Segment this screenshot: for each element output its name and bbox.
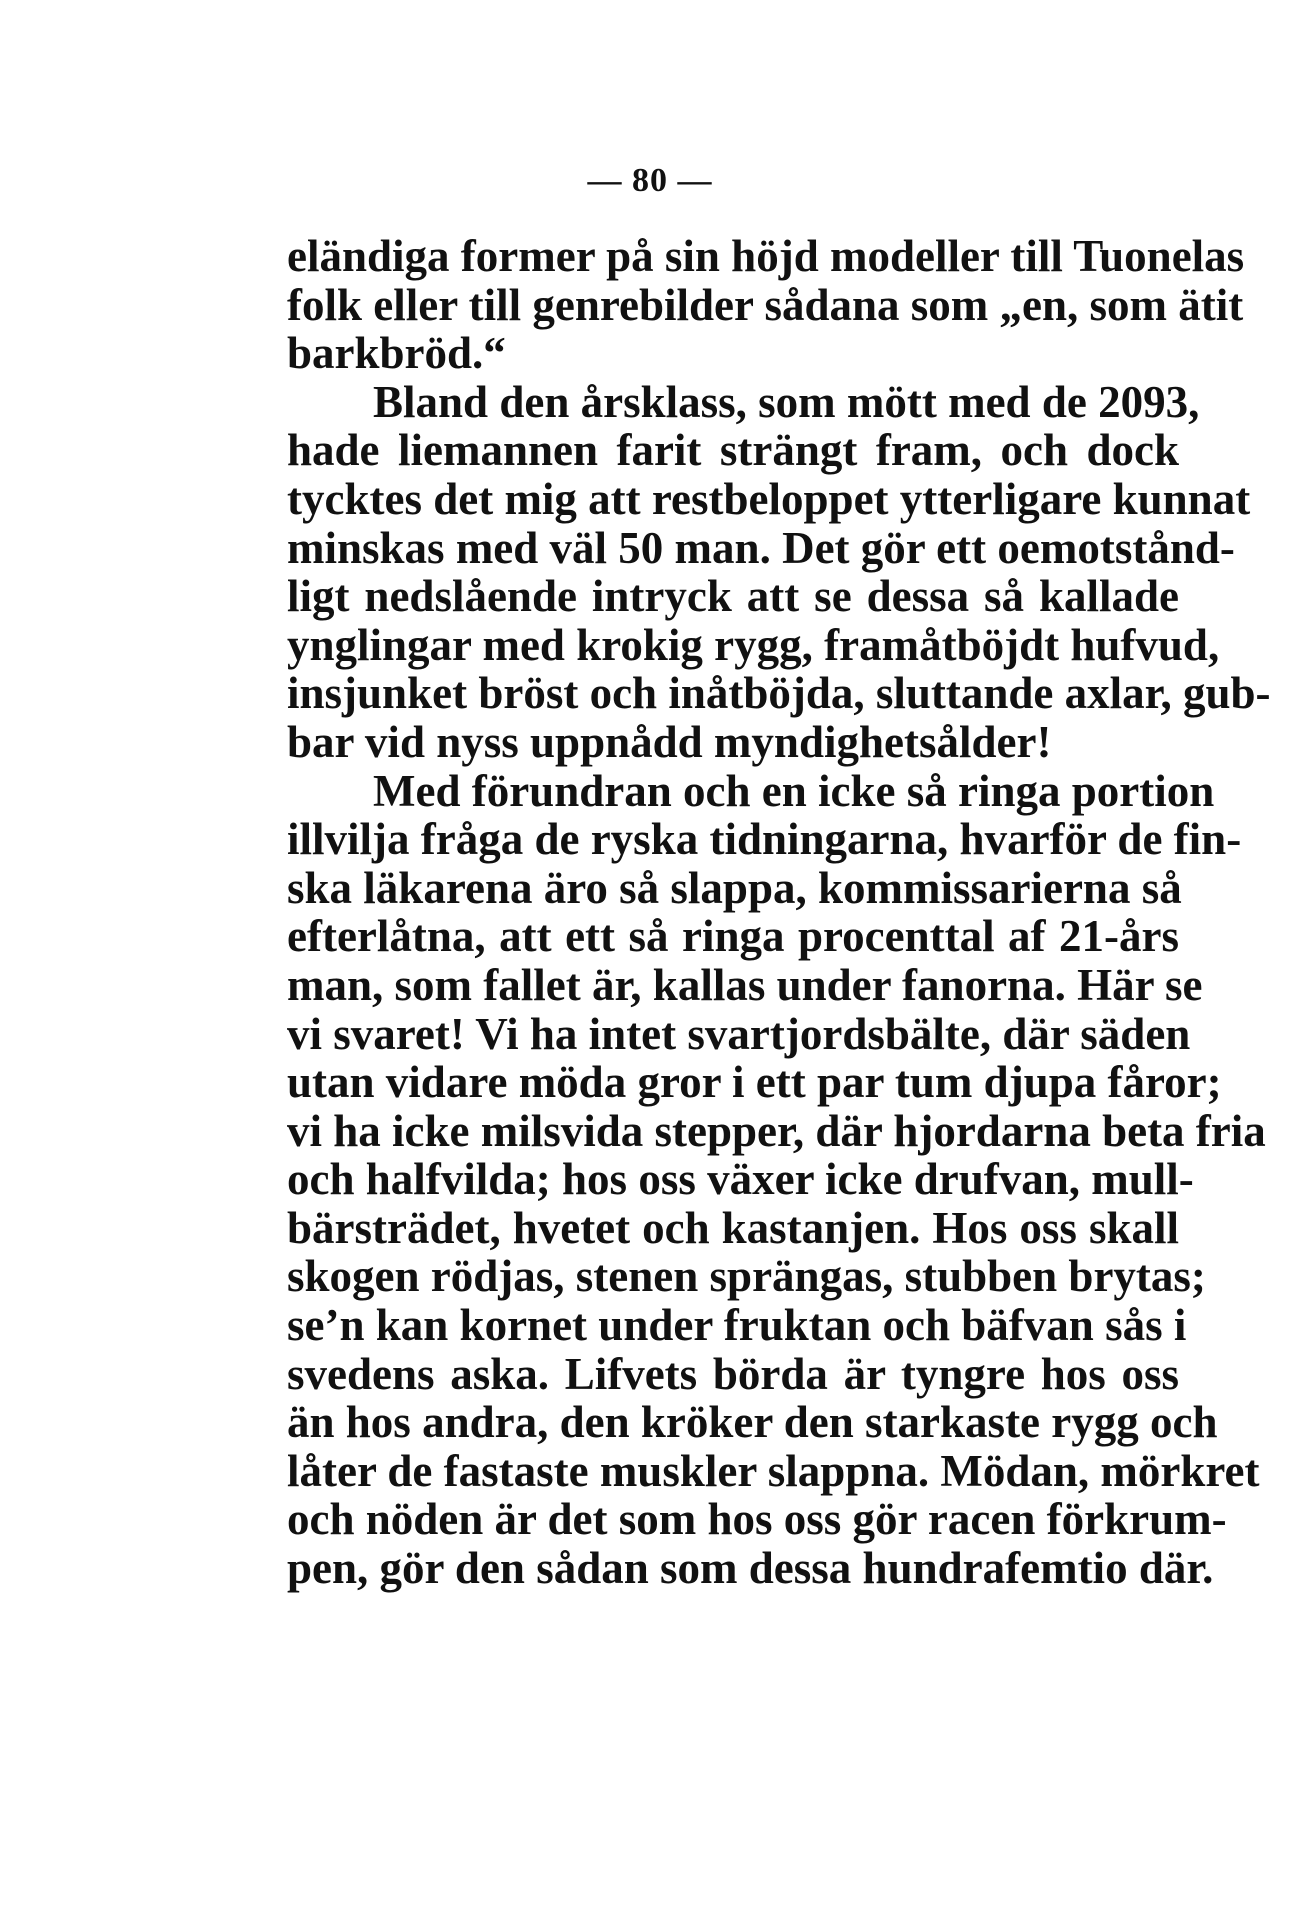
text-line: vi ha icke milsvida stepper, där hjordarna beta fria	[287, 1105, 1266, 1156]
text-line: svedens aska. Lifvets börda är tyngre hos oss	[287, 1348, 1179, 1399]
text-line: ligt nedslående intryck att se dessa så kallade	[287, 571, 1179, 622]
text-line: och nöden är det som hos oss gör racen förkrum-	[287, 1494, 1227, 1545]
text-line: barkbröd.“	[287, 328, 506, 379]
text-line: minskas med väl 50 man. Det gör ett oemotstånd-	[287, 522, 1235, 573]
text-line: efterlåtna, att ett så ringa procenttal af 21-års	[287, 911, 1179, 962]
text-line: och halfvilda; hos oss växer icke drufvan, mull-	[287, 1154, 1194, 1205]
text-line: vi svaret! Vi ha intet svartjordsbälte, där säden	[287, 1008, 1191, 1059]
text-line: ynglingar med krokig rygg, framåtböjdt hufvud,	[287, 619, 1220, 670]
text-line: hade liemannen farit strängt fram, och dock	[287, 425, 1179, 476]
text-line: än hos andra, den kröker den starkaste rygg och	[287, 1397, 1218, 1448]
text-line: ska läkarena äro så slappa, kommissarierna så	[287, 862, 1182, 913]
body-text	[287, 231, 1271, 1594]
text-line: illvilja fråga de ryska tidningarna, hvarför de fin-	[287, 814, 1242, 865]
text-line: tycktes det mig att restbeloppet ytterligare kunnat	[287, 473, 1251, 524]
text-line: insjunket bröst och inåtböjda, sluttande axlar, gub-	[287, 668, 1271, 719]
page-number: — 80 —	[587, 162, 713, 199]
text-line: bärsträdet, hvetet och kastanjen. Hos oss skall	[287, 1202, 1179, 1253]
text-line: se’n kan kornet under fruktan och bäfvan sås i	[287, 1300, 1187, 1351]
text-line: man, som fallet är, kallas under fanorna. Här se	[287, 959, 1203, 1010]
text-line: Bland den årsklass, som mött med de 2093,	[373, 376, 1200, 427]
text-line: folk eller till genrebilder sådana som „en, som ätit	[287, 279, 1244, 330]
text-line: eländiga former på sin höjd modeller till Tuonelas	[287, 231, 1245, 281]
text-line: låter de fastaste muskler slappna. Mödan, mörkret	[287, 1445, 1260, 1496]
text-line: utan vidare möda gror i ett par tum djupa fåror;	[287, 1057, 1222, 1108]
text-line: pen, gör den sådan som dessa hundrafemtio där.	[287, 1543, 1214, 1594]
text-line: bar vid nyss uppnådd myndighetsålder!	[287, 716, 1052, 767]
text-line: Med förundran och en icke så ringa portion	[373, 765, 1215, 816]
text-line: skogen rödjas, stenen sprängas, stubben brytas;	[287, 1251, 1206, 1302]
